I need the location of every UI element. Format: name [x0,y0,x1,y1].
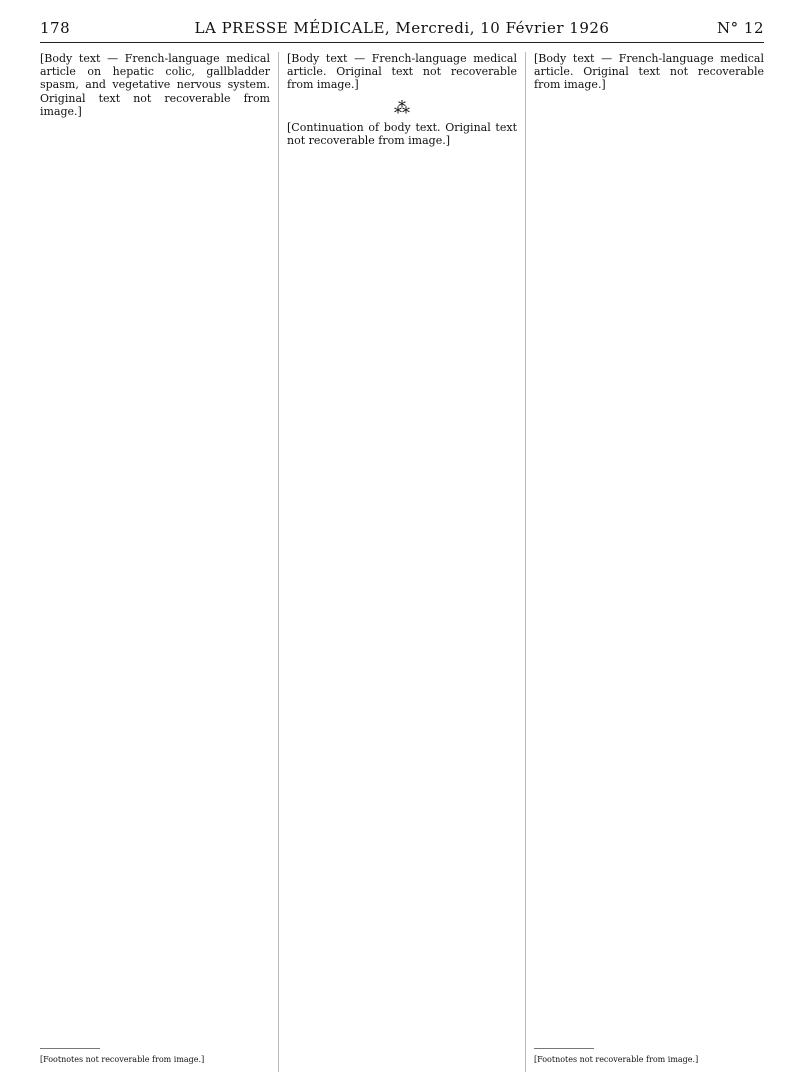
section-separator: ⁂ [394,97,410,117]
column-2 [287,52,517,1077]
issue-number: N° 12 [717,19,764,37]
page-header [40,16,764,40]
column-1 [40,52,270,1077]
page-number: 178 [40,19,71,37]
article-columns [40,52,764,1077]
column-2-text-bottom: [Continuation of body text. Original text not recoverable from image.] [287,120,517,147]
column-2-text-top: [Body text — French-language medical article. Original text not recoverable from image.] [287,52,517,92]
footnote-rule [534,1048,594,1049]
column-1-text: [Body text — French-language medical article on hepatic colic, gallbladder spasm, and vegetative nervous system. Original text not recoverable from image.] [40,52,270,118]
column-3-text: [Body text — French-language medical article. Original text not recoverable from image.] [534,52,764,92]
footnote-rule [40,1048,100,1049]
column-1-footnotes: [Footnotes not recoverable from image.] [40,1055,205,1064]
header-rule [40,42,764,43]
column-3-footnotes: [Footnotes not recoverable from image.] [534,1055,699,1064]
journal-title: LA PRESSE MÉDICALE, Mercredi, 10 Février 1926 [194,19,610,37]
column-3 [534,52,764,1077]
